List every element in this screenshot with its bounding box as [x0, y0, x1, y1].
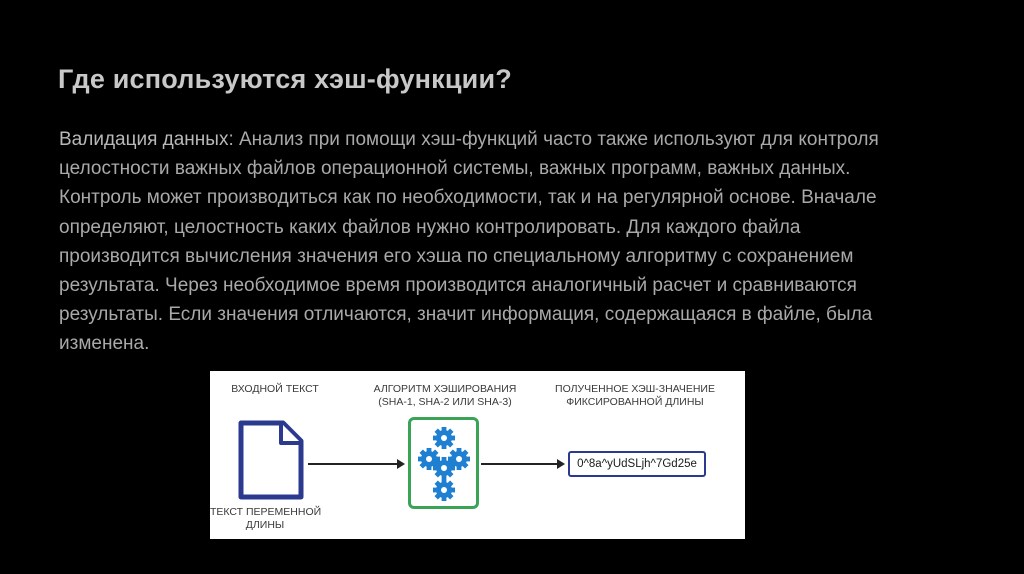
- result-label: [540, 383, 730, 409]
- arrow-algorithm-to-hash: [481, 463, 563, 465]
- result-label-line2: ФИКСИРОВАННОЙ ДЛИНЫ: [566, 396, 704, 408]
- input-text-label-line: ВХОДНОЙ ТЕКСТ: [231, 383, 319, 395]
- variable-length-label-line2: ДЛИНЫ: [245, 519, 285, 531]
- paragraph-text: : Анализ при помощи хэш-функций часто также используют для контроля целостности важных файлов операционной системы, важных программ, важных данных. Контроль может производиться как по необходимости, так и на регулярной основе. Вначале определяют, целостность каких файлов нужно контролировать. Для каждого файла производится вычисления значения его хэша по специальному алгоритму с сохранением результата. Через необходимое время производится аналогичный расчет и сравниваются результаты. Если значения отличаются, значит информация, содержащаяся в файле, была изменена.: [59, 129, 879, 355]
- result-label-line1: ПОЛУЧЕННОЕ ХЭШ-ЗНАЧЕНИЕ: [555, 383, 715, 395]
- input-text-label: [220, 383, 330, 396]
- document-icon: [235, 419, 307, 501]
- slide-paragraph: [59, 125, 889, 359]
- variable-length-label: [210, 506, 320, 532]
- variable-length-label-line1: ТЕКСТ ПЕРЕМЕННОЙ: [210, 506, 322, 518]
- gears-icon: [415, 424, 473, 504]
- hash-value-box: 0^8a^yUdSLjh^7Gd25e: [568, 451, 706, 477]
- algorithm-box: [408, 417, 479, 509]
- hashing-diagram: [210, 371, 745, 539]
- slide-title: Где используются хэш-функции?: [58, 64, 512, 94]
- algorithm-label-line2: (SHA-1, SHA-2 ИЛИ SHA-3): [378, 396, 512, 408]
- algorithm-label: [355, 383, 535, 409]
- arrow-input-to-algorithm: [308, 463, 403, 465]
- paragraph-lead: Валидация данных: [59, 129, 229, 150]
- algorithm-label-line1: АЛГОРИТМ ХЭШИРОВАНИЯ: [373, 383, 517, 395]
